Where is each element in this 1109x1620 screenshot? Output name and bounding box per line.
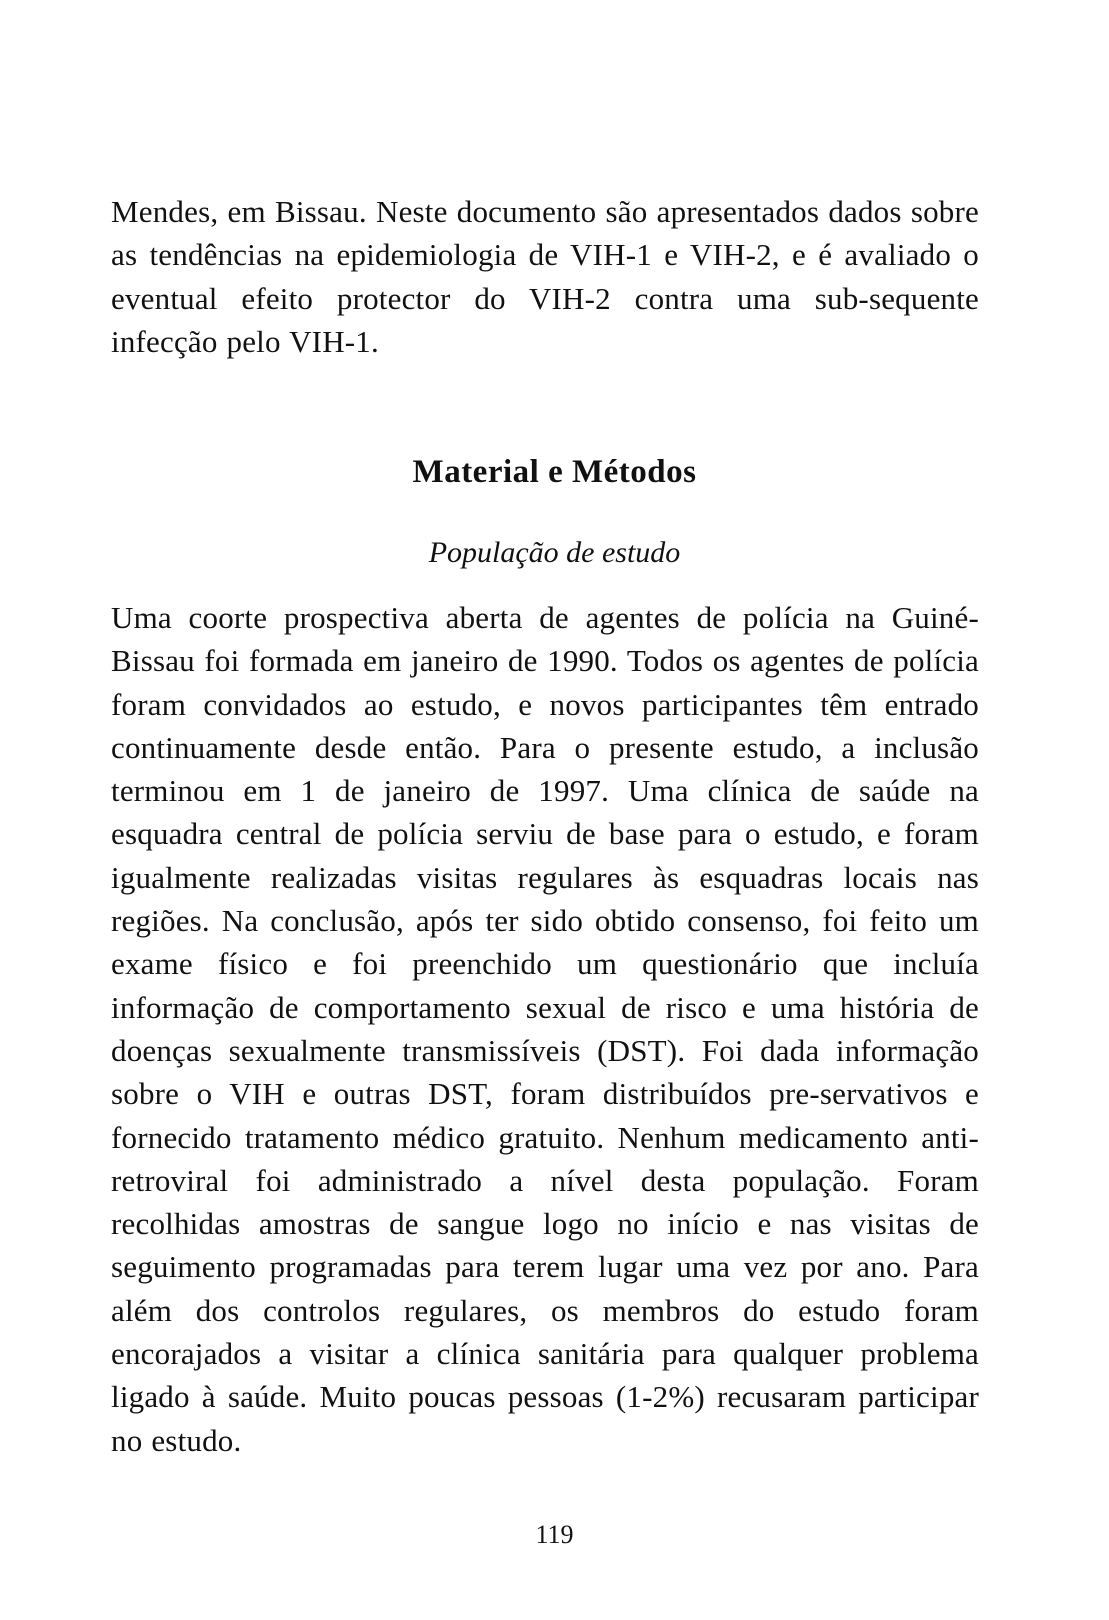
section-heading: Material e Métodos bbox=[412, 454, 697, 490]
intro-paragraph: Mendes, em Bissau. Neste documento são apresentados dados sobre as tendências na epidemiologia de VIH-1 e VIH-2, e é avaliado o eventual efeito protector do VIH-2 contra uma sub-sequente infecção pelo VIH-1. bbox=[111, 194, 979, 359]
page-number: 119 bbox=[535, 1520, 574, 1549]
subsection-heading: População de estudo bbox=[428, 536, 681, 569]
methods-paragraph: Uma coorte prospectiva aberta de agentes de polícia na Guiné-Bissau foi formada em janeiro de 1990. Todos os agentes de polícia foram convidados ao estudo, e novos participantes têm entrado continuamente desde então. Para o presente estudo, a inclusão terminou em 1 de janeiro de 1997. Uma clínica de saúde na esquadra central de polícia serviu de base para o estudo, e foram igualmente realizadas visitas regulares às esquadras locais nas regiões. Na conclusão, após ter sido obtido consenso, foi feito um exame físico e foi preenchido um questionário que incluía informação de comportamento sexual de risco e uma história de doenças sexualmente transmissíveis (DST). Foi dada informação sobre o VIH e outras DST, foram distribuídos pre-servativos e fornecido tratamento médico gratuito. Nenhum medicamento anti-retroviral foi administrado a nível desta população. Foram recolhidas amostras de sangue logo no início e nas visitas de seguimento programadas para terem lugar uma vez por ano. Para além dos controlos regulares, os membros do estudo foram encorajados a visitar a clínica sanitária para qualquer problema ligado à saúde. Muito poucas pessoas (1-2%) recusaram participar no estudo. bbox=[111, 600, 979, 1458]
